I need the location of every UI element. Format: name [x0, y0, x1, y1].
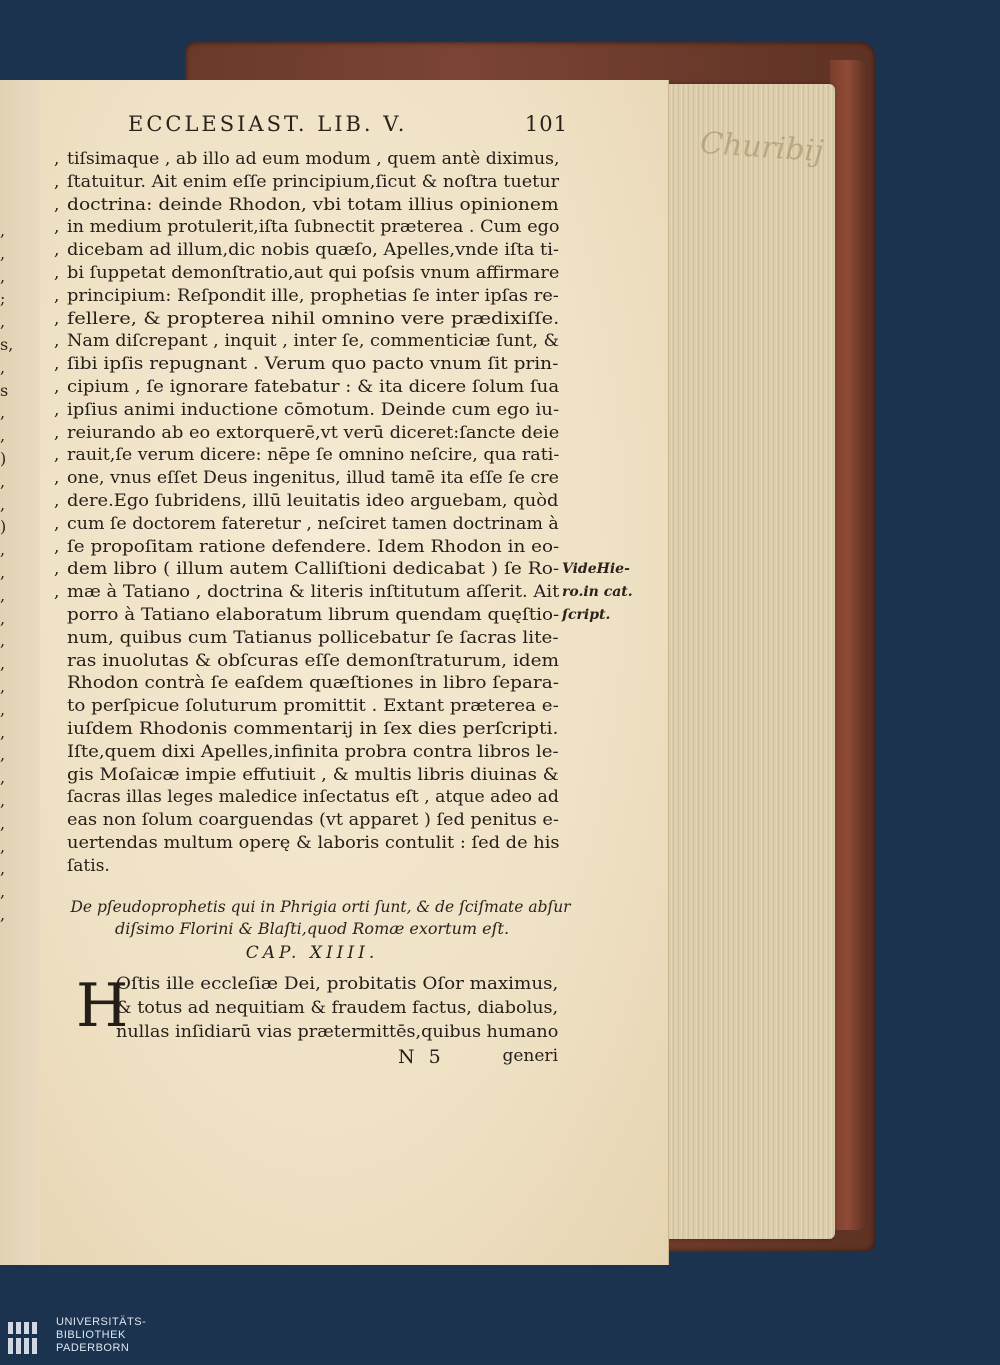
facing-page-mark: , [0, 221, 6, 240]
text-line [54, 422, 562, 445]
quotation-mark: , [54, 513, 60, 534]
text-line-content: ſacras illas leges maledice inſectatus eſt , atque adeo ad [67, 787, 559, 808]
text-line-content: iuſdem Rhodonis commentarij in ſex dies perſcripti. [67, 718, 559, 739]
facing-page-mark: ) [0, 448, 7, 468]
text-line-content: gis Moſaicæ impie effutiuit , & multis libris diuinas & [67, 764, 559, 785]
facing-page-mark: s, [0, 334, 14, 354]
text-line [62, 741, 562, 764]
drop-cap-initial: H [76, 971, 129, 1041]
facing-page-mark: , [0, 882, 6, 902]
catchword: generi [502, 1046, 558, 1066]
body-text [54, 148, 562, 878]
library-name-line: PADERBORN [56, 1342, 130, 1354]
chapter-line: nullas inſidiarū vias prætermittēs,quibus humano [116, 1022, 559, 1042]
facing-page-mark: ) [0, 517, 7, 537]
facing-page-mark: , [0, 676, 6, 696]
facing-page-mark: , [0, 562, 6, 582]
facing-page-mark: , [0, 768, 6, 788]
page-edge-inscription: Churibij [698, 125, 825, 170]
text-line-content: rauit,ſe verum dicere: nēpe ſe omnino neſcire, qua rati- [67, 445, 560, 466]
quotation-mark: , [54, 559, 60, 580]
facing-page-marks [0, 220, 20, 927]
library-emblem-icon [6, 1318, 46, 1358]
text-line-content: principium: Reſpondit ille, prophetias ſe inter ipſas re- [67, 285, 559, 306]
text-line [54, 467, 562, 490]
text-line-content: dere.Ego ſubridens, illū leuitatis ideo arguebam, quòd [67, 490, 559, 511]
margin-note-line: ſcript. [562, 606, 611, 623]
text-line [62, 672, 562, 695]
text-line-content: ipſius animi inductione cōmotum. Deinde cum ego iu- [67, 399, 560, 420]
facing-page-mark: , [0, 654, 6, 674]
chapter-line: Oſtis ille eccleſiæ Dei, probitatis Oſor maximus, [116, 974, 559, 994]
margin-note-line: ro.in cat. [562, 583, 633, 600]
facing-page-mark: , [0, 699, 6, 719]
margin-note-line: VideHie- [562, 561, 630, 577]
page-number: 101 [524, 112, 568, 136]
quotation-mark: , [54, 308, 60, 329]
quotation-mark: , [54, 354, 60, 375]
facing-page-mark: , [0, 790, 6, 810]
facing-page-mark: , [0, 312, 6, 332]
text-line-content: eas non ſolum coarguendas (vt apparet ) ſed penitus e- [67, 810, 559, 831]
facing-page-mark: , [0, 722, 6, 742]
text-line [54, 490, 562, 513]
text-line [54, 581, 562, 604]
chapter-number: CAP. XIIII. [245, 943, 379, 963]
text-line [54, 194, 562, 217]
text-line [54, 399, 562, 422]
facing-page-mark: , [0, 631, 6, 651]
chapter-heading-line: diſsimo Florini & Blaſti,quod Romæ exortum eſt. [114, 919, 510, 938]
text-line-content: cipium , ſe ignorare fatebatur : & ita dicere ſolum ſua [67, 376, 560, 397]
quotation-mark: , [54, 536, 60, 557]
facing-page-mark: , [0, 471, 6, 491]
quotation-mark: , [54, 217, 60, 238]
quotation-mark: , [54, 285, 60, 306]
text-line-content: Nam diſcrepant , inquit , inter ſe, commenticiæ ſunt, & [67, 331, 560, 352]
text-line-content: num, quibus cum Tatianus pollicebatur ſe ſacras lite- [67, 627, 559, 648]
text-line [62, 650, 562, 673]
text-line-content: fellere, & propterea nihil omnino vere prædixiſſe. [67, 308, 560, 329]
text-line-content: one, vnus eſſet Deus ingenitus, illud tamē ita eſſe ſe cre [67, 468, 559, 489]
library-name [56, 1316, 146, 1355]
text-line-content: reiurando ab eo extorquerē,vt verū diceret:ſancte deie [67, 422, 560, 443]
chapter-heading-line: De pſeudoprophetis qui in Phrigia orti ſunt, & de ſciſmate abſur [70, 897, 571, 916]
text-line [54, 330, 562, 353]
margin-note [562, 558, 652, 626]
quotation-mark: , [54, 149, 60, 169]
facing-page-mark: , [0, 813, 6, 833]
quotation-mark: , [54, 240, 60, 261]
chapter-heading [62, 896, 571, 964]
library-name-line: BIBLIOTHEK [56, 1329, 126, 1341]
text-line [54, 536, 562, 559]
facing-page-mark: , [0, 426, 6, 446]
facing-page-mark: s [0, 380, 9, 400]
facing-page-fragment [0, 80, 41, 1265]
facing-page-mark: , [0, 403, 6, 423]
facing-page-mark: , [0, 859, 6, 879]
text-line-content: porro à Tatiano elaboratum librum quendam quęſtio- [67, 604, 560, 625]
facing-page-mark: , [0, 608, 6, 628]
text-line [54, 444, 562, 467]
text-line [62, 627, 562, 650]
text-line-content: mæ à Tatiano , doctrina & literis inſtitutum aſſerit. Ait [67, 582, 560, 603]
text-line [62, 695, 562, 718]
facing-page-mark: , [0, 904, 6, 924]
quotation-mark: , [54, 582, 60, 603]
text-line [62, 604, 562, 627]
text-line [62, 809, 562, 832]
quotation-mark: , [54, 331, 60, 352]
text-line-content: doctrina: deinde Rhodon, vbi totam illius opinionem [67, 194, 559, 215]
running-head-title: ECCLESIAST. LIB. V. [128, 112, 408, 136]
running-head [128, 112, 568, 148]
text-line [54, 216, 562, 239]
facing-page-mark: , [0, 266, 6, 286]
text-line-content: tiſsimaque , ab illo ad eum modum , quem antè diximus, [67, 149, 560, 169]
quotation-mark: , [54, 490, 60, 511]
page-edges [665, 84, 835, 1239]
text-line [62, 832, 562, 855]
quotation-mark: , [54, 194, 60, 215]
text-line-content: ras inuolutas & obſcuras eſſe demonſtraturum, idem [67, 650, 560, 671]
quotation-mark: , [54, 171, 60, 192]
text-line [62, 786, 562, 809]
text-line-content: ſe propoſitam ratione defendere. Idem Rhodon in eo- [67, 536, 560, 557]
page-footer [398, 1046, 558, 1072]
text-line [62, 718, 562, 741]
text-line [54, 285, 562, 308]
quotation-mark: , [54, 422, 60, 443]
text-line-content: to perſpicue ſoluturum promittit . Extant prætereа e- [67, 696, 559, 717]
text-line-content: dem libro ( illum autem Calliſtioni dedicabat ) ſe Ro- [67, 559, 560, 580]
text-line-content: ſatis. [67, 855, 110, 876]
text-line [54, 376, 562, 399]
facing-page-mark: , [0, 243, 6, 263]
facing-page-mark: , [0, 585, 6, 605]
text-line-content: uertendas multum operę & laboris contulit : ſed de his [67, 832, 560, 853]
quotation-mark: , [54, 445, 60, 466]
text-line [54, 308, 562, 331]
text-line [54, 148, 562, 171]
text-line-content: dicebam ad illum,dic nobis quæſo, Apelles,vnde iſta ti- [67, 240, 559, 261]
text-line [54, 239, 562, 262]
text-line-content: ſibi ipſis repugnant . Verum quo pacto vnum ſit prin- [67, 354, 559, 375]
text-line [62, 855, 562, 878]
library-name-line: UNIVERSITÄTS- [56, 1316, 147, 1328]
text-line-content: bi ſuppetat demonſtratio,aut qui poſsis vnum affirmare [67, 262, 560, 283]
text-line [54, 262, 562, 285]
text-line-content: ſtatuitur. Ait enim eſſe principium,ſicut & noſtra tuetur [67, 171, 560, 192]
quotation-mark: , [54, 262, 60, 283]
library-logo [6, 1316, 156, 1362]
text-line-content: cum ſe doctorem fateretur , neſciret tamen doctrinam à [67, 513, 559, 534]
book-cover-edge [830, 60, 868, 1230]
facing-page-mark: , [0, 540, 6, 560]
text-line [54, 513, 562, 536]
facing-page-mark: ; [0, 289, 6, 309]
facing-page-mark: , [0, 745, 6, 765]
facing-page-mark: , [0, 836, 6, 856]
facing-page-mark: , [0, 494, 6, 514]
text-line [54, 171, 562, 194]
quotation-mark: , [54, 399, 60, 420]
facing-page-mark: , [0, 357, 6, 377]
signature-mark: N 5 [398, 1046, 445, 1068]
quotation-mark: , [54, 468, 60, 489]
text-line [54, 558, 562, 581]
quotation-mark: , [54, 376, 60, 397]
text-line-content: in medium protulerit,iſta ſubnectit prætereа . Cum ego [67, 217, 560, 238]
text-line-content: Iſte,quem dixi Apelles,infinita probra contra libros le- [67, 741, 559, 762]
text-line-content: Rhodon contrà ſe eaſdem quæſtiones in libro ſepara- [67, 673, 559, 694]
text-line [62, 764, 562, 787]
chapter-line: & totus ad nequitiam & fraudem factus, diabolus, [116, 998, 559, 1018]
text-line [54, 353, 562, 376]
